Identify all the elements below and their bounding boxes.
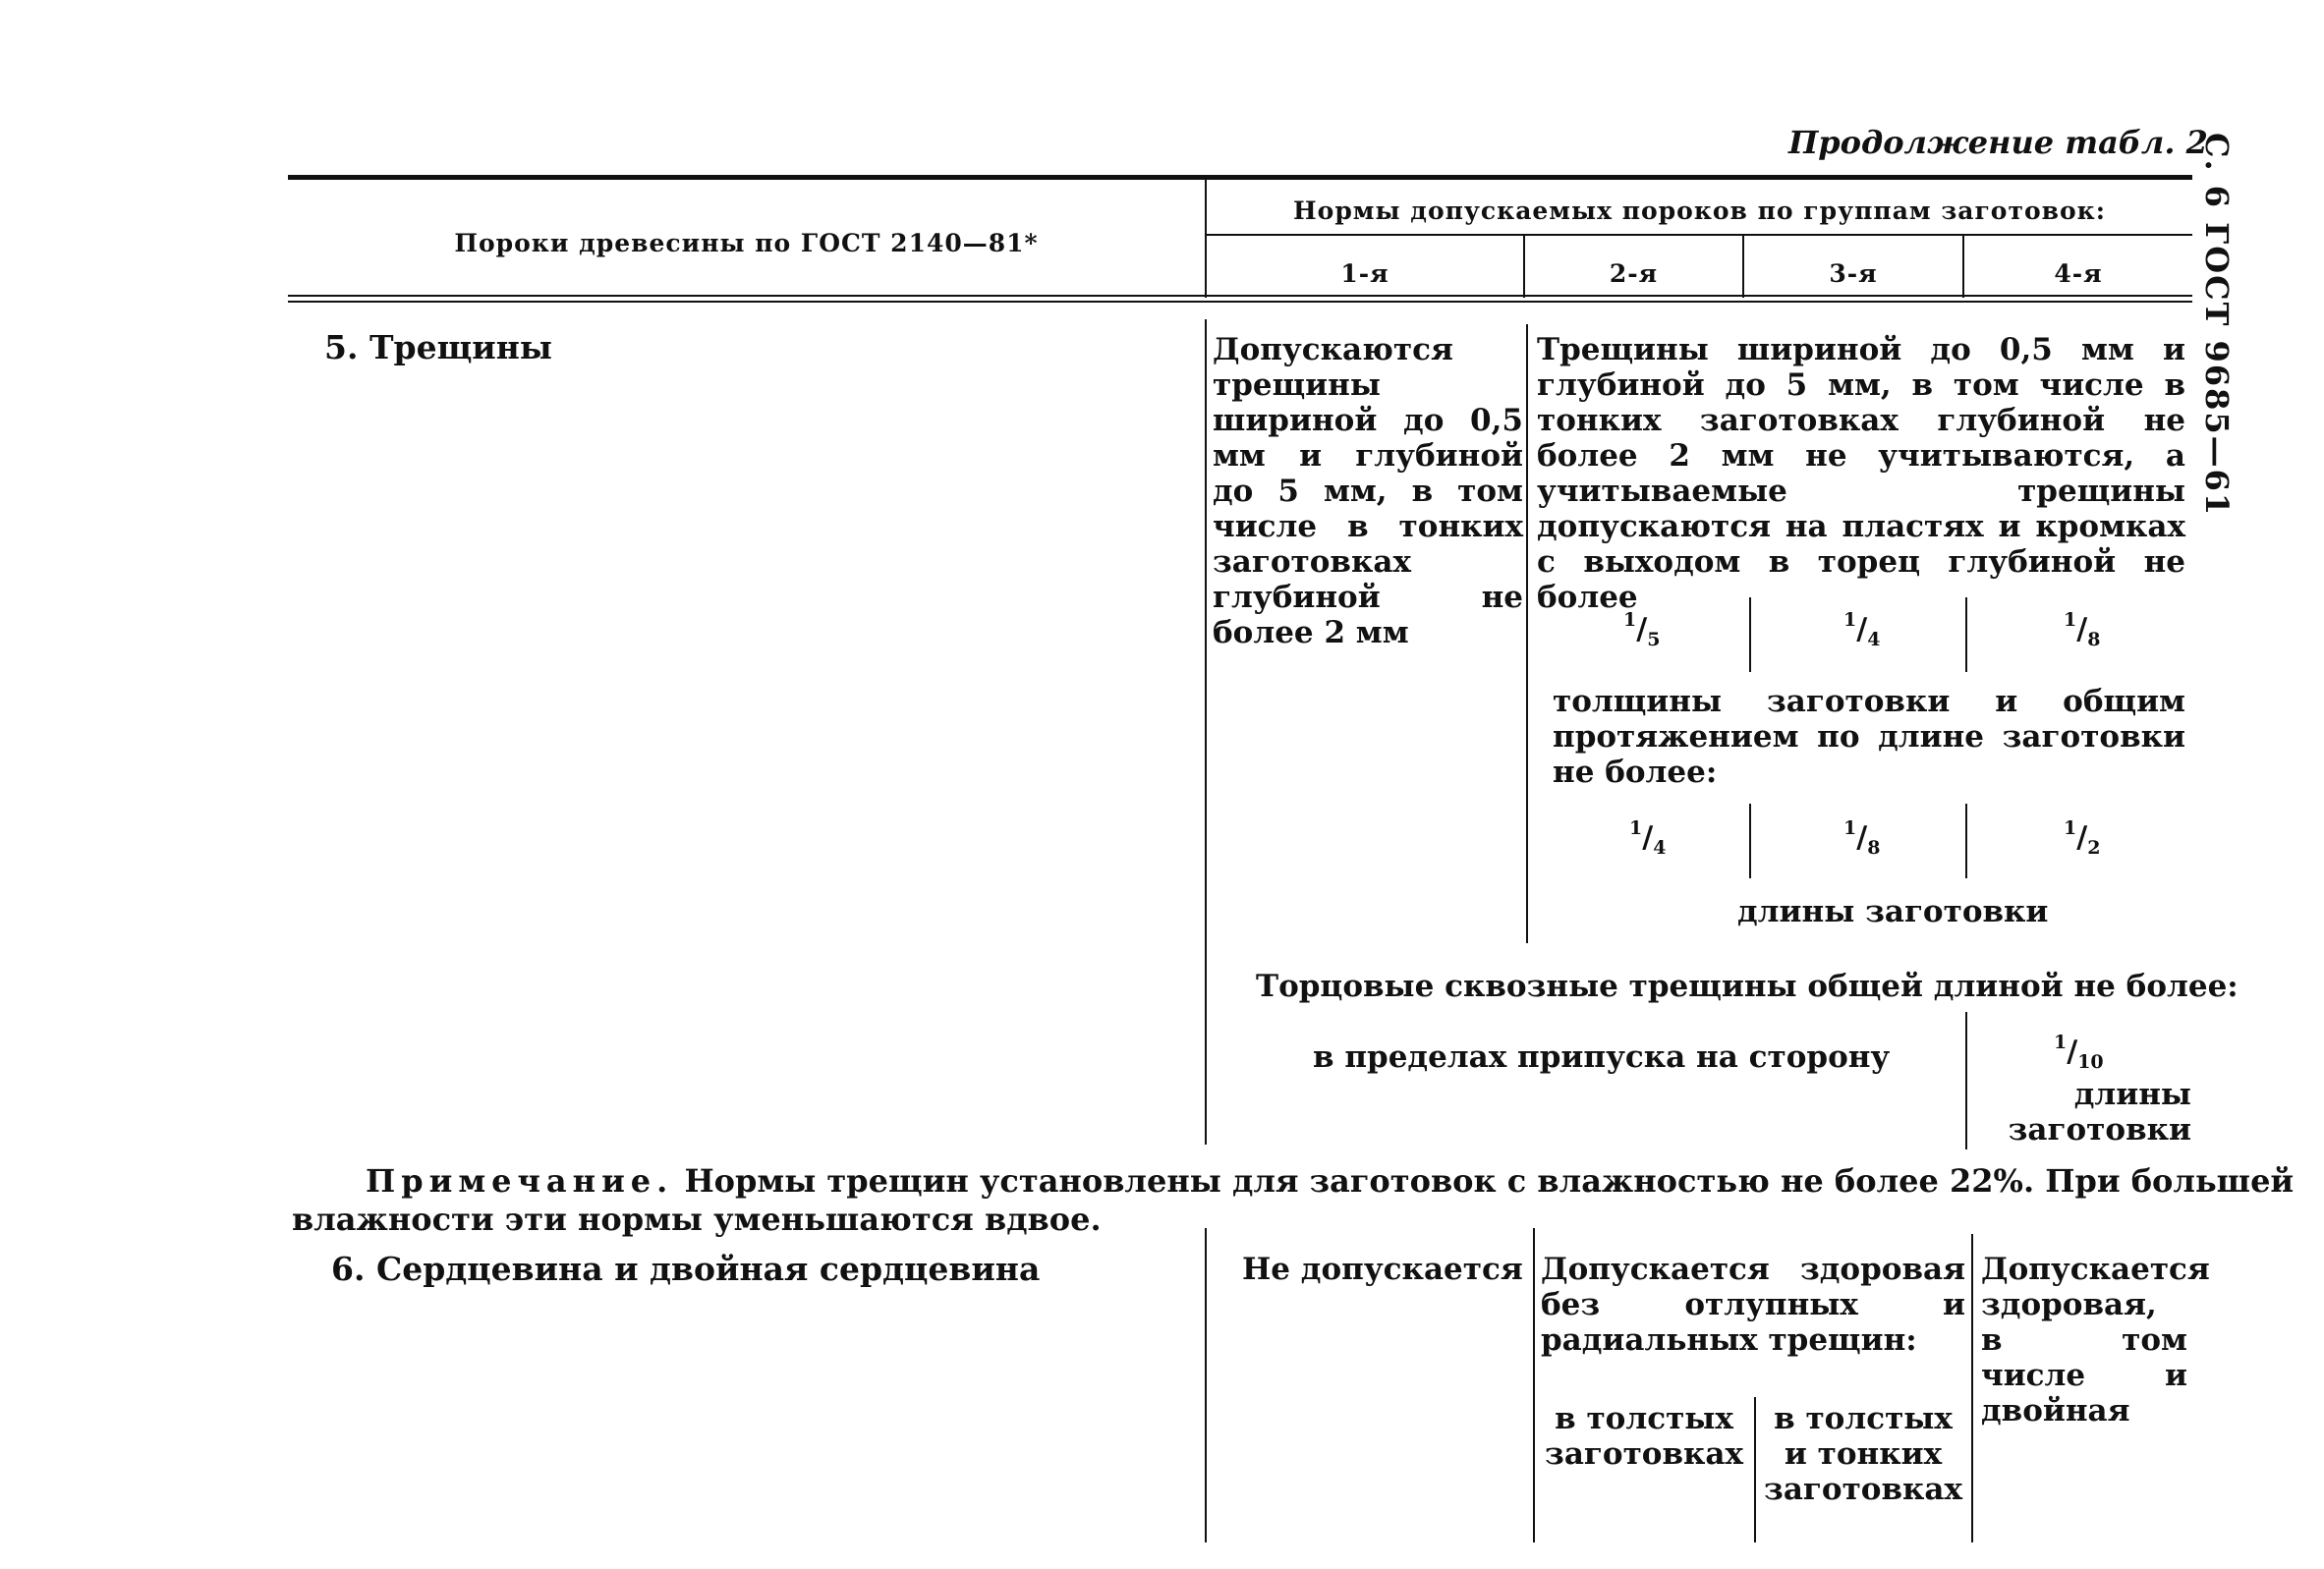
row5-allowance-fraction: $^1/_{10}$	[2054, 1032, 2104, 1073]
note-text-1: Нормы трещин установлены для заготовок с влажностью не более 22%. При большей	[684, 1162, 2295, 1200]
row6-defect: 6. Сердцевина и двойная сердцевина	[331, 1250, 1041, 1288]
row5-length-divider-2	[1965, 804, 1967, 878]
row5-depth-fraction-g3: $^1/_4$	[1843, 609, 1881, 650]
page-header-vertical: С. 6 ГОСТ 9685—61	[2198, 133, 2236, 518]
row6-group4: Допускается здоровая, в том числе и двойная	[1981, 1252, 2210, 1429]
note-line-1	[366, 1163, 2294, 1199]
header-bottom-rule-2	[288, 301, 2192, 303]
row5-length-fraction-g4: $^1/_2$	[2064, 817, 2101, 859]
row6-groups23: Допускается здоровая без отлупных и радиальных трещин:	[1541, 1252, 1965, 1358]
note-line-2: влажности эти нормы уменьшаются вдвое.	[292, 1201, 1102, 1238]
column-header-defects: Пороки древесины по ГОСТ 2140—81*	[454, 229, 1039, 257]
row5-allowance-divider	[1965, 1012, 1967, 1149]
group-2-header: 2-я	[1609, 259, 1659, 288]
column-header-norms: Нормы допускаемых пороков по группам заготовок:	[1293, 196, 2106, 225]
note-label: Примечание.	[366, 1162, 674, 1200]
row6-sub-divider	[1754, 1397, 1756, 1542]
row5-length-divider-1	[1749, 804, 1751, 878]
group-1-header: 1-я	[1340, 259, 1389, 288]
row5-allowance-suffix: длины заготовки	[2008, 1077, 2191, 1148]
groups-header-rule	[1207, 234, 2192, 236]
table-top-rule	[288, 175, 2192, 180]
row5-length-fraction-g3: $^1/_8$	[1843, 817, 1881, 859]
row5-length-fraction-g2: $^1/_4$	[1629, 817, 1667, 859]
row5-depth-suffix: толщины заготовки и общим протяжением по длине заготовки не более:	[1553, 684, 2185, 790]
row6-group2-sub: в толстых заготовках	[1545, 1401, 1743, 1472]
group-4-header: 4-я	[2054, 259, 2103, 288]
row5-group1-text: Допускаются трещины шириной до 0,5 мм и глубиной до 5 мм, в том числе в тонких заготовках глубиной не более 2 мм	[1213, 332, 1523, 650]
row5-length-suffix: длины заготовки	[1737, 894, 2049, 929]
row6-group1: Не допускается	[1242, 1252, 1523, 1287]
row5-divider-g1	[1526, 324, 1528, 943]
row5-defect: 5. Трещины	[324, 328, 552, 366]
header-bottom-rule-1	[288, 295, 2192, 297]
row6-divider-g3	[1971, 1234, 1973, 1542]
table-caption: Продолжение табл. 2	[1788, 124, 2208, 161]
row5-depth-fraction-g2: $^1/_5$	[1623, 609, 1661, 650]
row5-allowance: в пределах припуска на сторону	[1313, 1039, 1891, 1075]
row6-divider-g1	[1533, 1228, 1535, 1542]
row5-divider-main	[1205, 319, 1207, 1145]
group-3-header: 3-я	[1829, 259, 1878, 288]
row5-end-cracks: Торцовые сквозные трещины общей длиной не более:	[1256, 969, 2239, 1004]
row5-depth-fraction-g4: $^1/_8$	[2064, 609, 2101, 650]
row6-group3-sub: в толстых и тонких заготовках	[1764, 1401, 1962, 1507]
row6-divider-main	[1205, 1228, 1207, 1542]
row5-groups234-intro: Трещины шириной до 0,5 мм и глубиной до 5 мм, в том числе в тонких заготовках глубиной не более 2 мм не учитываются, а учитываемые трещины допускаются на пластях и кромках с выходом в торец глубиной не более	[1537, 332, 2185, 615]
